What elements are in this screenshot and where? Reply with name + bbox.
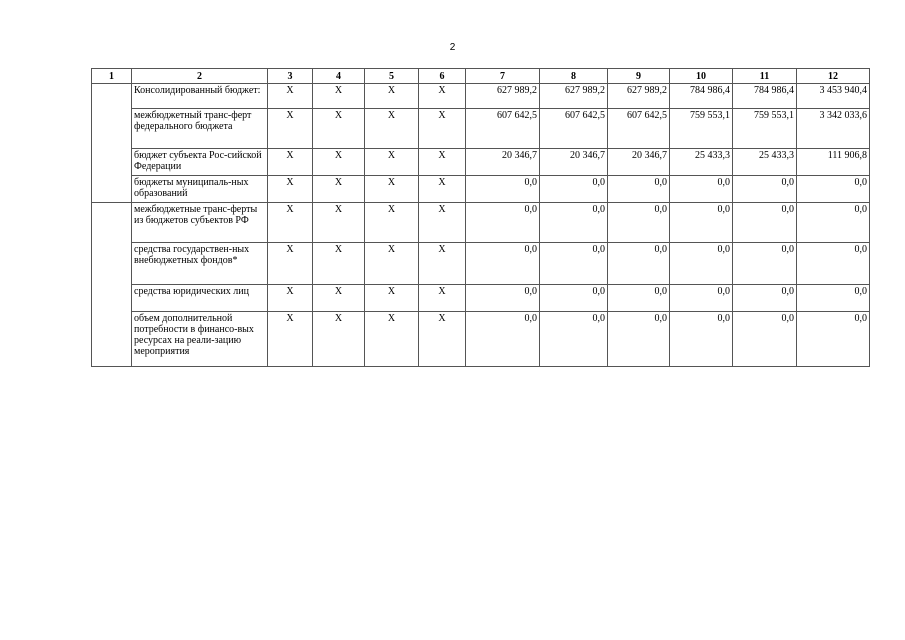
cell-col-7: 0,0 (466, 243, 540, 285)
cell-col-3: X (268, 203, 313, 243)
cell-col-3: X (268, 176, 313, 203)
cell-col-3: X (268, 149, 313, 176)
header-col-6: 6 (419, 69, 466, 84)
cell-col-7: 0,0 (466, 203, 540, 243)
cell-col-10: 0,0 (670, 176, 733, 203)
cell-col-3: X (268, 312, 313, 367)
cell-col-10: 0,0 (670, 203, 733, 243)
cell-col-9: 0,0 (608, 176, 670, 203)
cell-col-8: 0,0 (540, 203, 608, 243)
cell-col-12: 0,0 (797, 285, 870, 312)
cell-col-5: X (365, 285, 419, 312)
cell-col-11: 784 986,4 (733, 84, 797, 109)
cell-col-7: 20 346,7 (466, 149, 540, 176)
cell-col-9: 0,0 (608, 243, 670, 285)
cell-col-10: 0,0 (670, 243, 733, 285)
cell-col-9: 627 989,2 (608, 84, 670, 109)
cell-col-7: 607 642,5 (466, 109, 540, 149)
row-name: бюджет субъекта Рос-сийской Федерации (132, 149, 268, 176)
cell-col-10: 759 553,1 (670, 109, 733, 149)
cell-col-11: 0,0 (733, 312, 797, 367)
cell-col-8: 20 346,7 (540, 149, 608, 176)
cell-col-8: 627 989,2 (540, 84, 608, 109)
cell-col-8: 0,0 (540, 285, 608, 312)
header-col-4: 4 (313, 69, 365, 84)
cell-col-11: 0,0 (733, 203, 797, 243)
merged-cell-col-1 (92, 203, 132, 367)
cell-col-11: 0,0 (733, 176, 797, 203)
cell-col-11: 25 433,3 (733, 149, 797, 176)
header-col-7: 7 (466, 69, 540, 84)
cell-col-6: X (419, 312, 466, 367)
header-col-9: 9 (608, 69, 670, 84)
header-col-2: 2 (132, 69, 268, 84)
cell-col-3: X (268, 84, 313, 109)
merged-cell-col-1 (92, 84, 132, 203)
cell-col-10: 784 986,4 (670, 84, 733, 109)
cell-col-12: 0,0 (797, 176, 870, 203)
cell-col-9: 0,0 (608, 203, 670, 243)
cell-col-5: X (365, 109, 419, 149)
cell-col-4: X (313, 109, 365, 149)
cell-col-6: X (419, 285, 466, 312)
table-row (92, 176, 870, 203)
cell-col-7: 627 989,2 (466, 84, 540, 109)
cell-col-7: 0,0 (466, 176, 540, 203)
header-col-8: 8 (540, 69, 608, 84)
header-col-10: 10 (670, 69, 733, 84)
cell-col-4: X (313, 243, 365, 285)
cell-col-8: 0,0 (540, 312, 608, 367)
cell-col-4: X (313, 203, 365, 243)
cell-col-9: 607 642,5 (608, 109, 670, 149)
cell-col-4: X (313, 149, 365, 176)
cell-col-9: 20 346,7 (608, 149, 670, 176)
cell-col-5: X (365, 84, 419, 109)
cell-col-8: 0,0 (540, 243, 608, 285)
cell-col-5: X (365, 176, 419, 203)
cell-col-6: X (419, 176, 466, 203)
cell-col-6: X (419, 203, 466, 243)
cell-col-4: X (313, 312, 365, 367)
row-name: средства государствен-ных внебюджетных фондов* (132, 243, 268, 285)
cell-col-3: X (268, 109, 313, 149)
cell-col-11: 0,0 (733, 243, 797, 285)
header-col-3: 3 (268, 69, 313, 84)
cell-col-9: 0,0 (608, 312, 670, 367)
table-row (92, 109, 870, 149)
cell-col-11: 759 553,1 (733, 109, 797, 149)
header-col-1: 1 (92, 69, 132, 84)
cell-col-4: X (313, 176, 365, 203)
header-row (92, 69, 870, 84)
row-name: межбюджетные транс-ферты из бюджетов субъектов РФ (132, 203, 268, 243)
cell-col-12: 111 906,8 (797, 149, 870, 176)
table-row (92, 285, 870, 312)
cell-col-10: 0,0 (670, 312, 733, 367)
table-row (92, 203, 870, 243)
cell-col-4: X (313, 285, 365, 312)
page-number: 2 (449, 42, 456, 53)
table-row (92, 84, 870, 109)
cell-col-9: 0,0 (608, 285, 670, 312)
cell-col-3: X (268, 243, 313, 285)
cell-col-5: X (365, 203, 419, 243)
table-row (92, 149, 870, 176)
cell-col-7: 0,0 (466, 312, 540, 367)
cell-col-7: 0,0 (466, 285, 540, 312)
cell-col-5: X (365, 312, 419, 367)
row-name: средства юридических лиц (132, 285, 268, 312)
row-name: бюджеты муниципаль-ных образований (132, 176, 268, 203)
row-name: объем дополнительной потребности в финансо-вых ресурсах на реали-зацию мероприятия (132, 312, 268, 367)
cell-col-3: X (268, 285, 313, 312)
cell-col-4: X (313, 84, 365, 109)
cell-col-8: 0,0 (540, 176, 608, 203)
cell-col-6: X (419, 243, 466, 285)
header-col-12: 12 (797, 69, 870, 84)
cell-col-12: 0,0 (797, 203, 870, 243)
row-name: Консолидированный бюджет: (132, 84, 268, 109)
table-row (92, 312, 870, 367)
row-name: межбюджетный транс-ферт федерального бюджета (132, 109, 268, 149)
cell-col-5: X (365, 149, 419, 176)
budget-table (91, 68, 870, 367)
cell-col-12: 3 453 940,4 (797, 84, 870, 109)
cell-col-12: 0,0 (797, 312, 870, 367)
cell-col-5: X (365, 243, 419, 285)
cell-col-12: 0,0 (797, 243, 870, 285)
cell-col-8: 607 642,5 (540, 109, 608, 149)
cell-col-6: X (419, 84, 466, 109)
cell-col-11: 0,0 (733, 285, 797, 312)
cell-col-10: 0,0 (670, 285, 733, 312)
table-row (92, 243, 870, 285)
header-col-11: 11 (733, 69, 797, 84)
cell-col-10: 25 433,3 (670, 149, 733, 176)
cell-col-6: X (419, 149, 466, 176)
cell-col-6: X (419, 109, 466, 149)
cell-col-12: 3 342 033,6 (797, 109, 870, 149)
header-col-5: 5 (365, 69, 419, 84)
